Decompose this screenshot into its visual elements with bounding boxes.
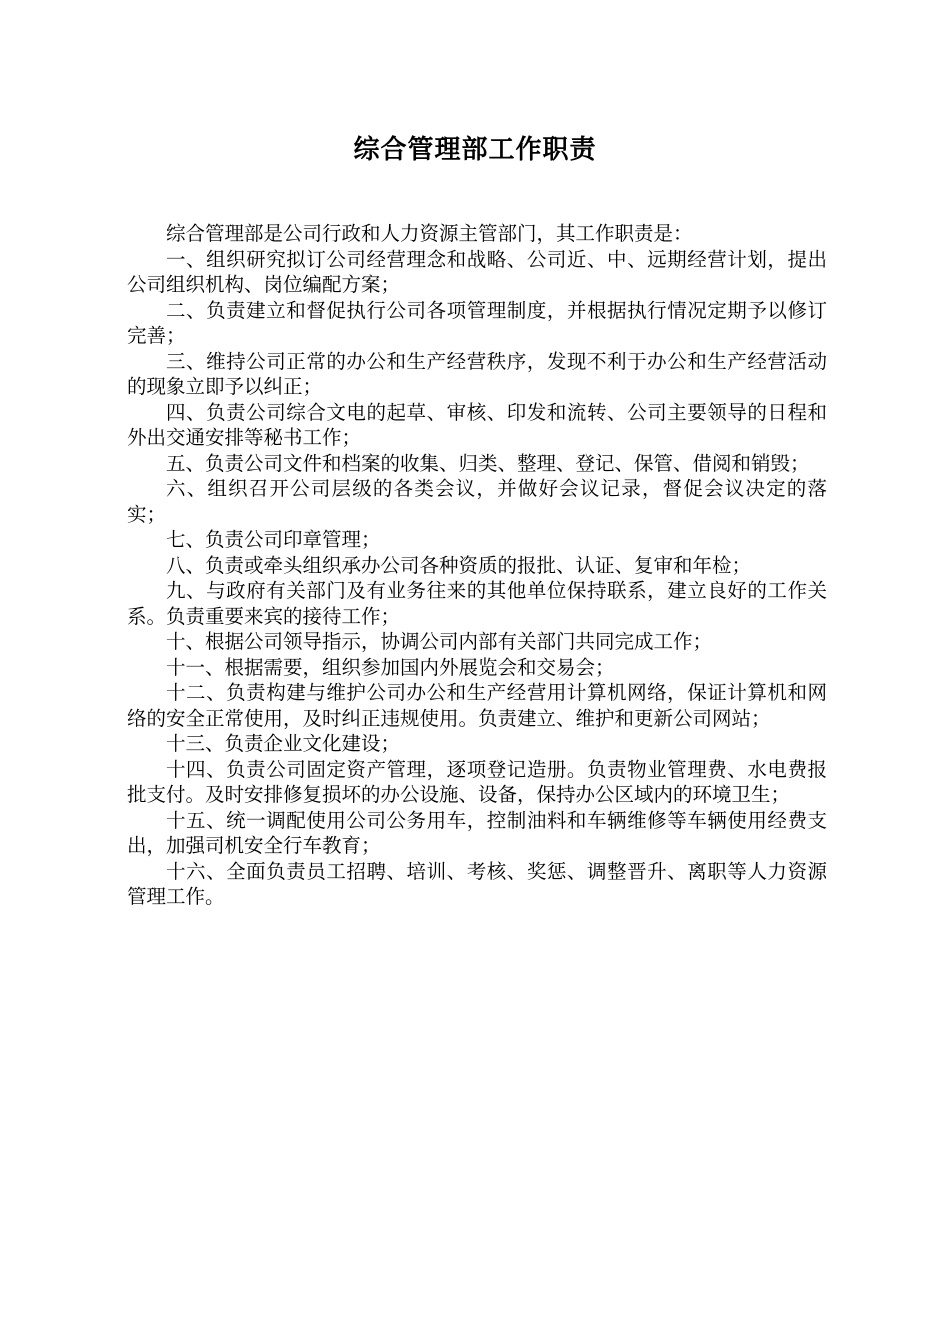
- duty-item: 七、负责公司印章管理；: [166, 528, 381, 551]
- duty-item: 二、负责建立和督促执行公司各项管理制度，并根据执行情况定期予以修订完善；: [127, 298, 827, 347]
- duty-item: 六、组织召开公司层级的各类会议，并做好会议记录，督促会议决定的落实；: [127, 477, 827, 526]
- document-body: [127, 221, 827, 910]
- duty-item: 十四、负责公司固定资产管理，逐项登记造册。负责物业管理费、水电费报批支付。及时安排修复损坏的办公设施、设备，保持办公区域内的环境卫生；: [127, 757, 827, 806]
- duty-item: 十二、负责构建与维护公司办公和生产经营用计算机网络，保证计算机和网络的安全正常使用，及时纠正违规使用。负责建立、维护和更新公司网站；: [127, 681, 827, 730]
- duty-item: 十一、根据需要，组织参加国内外展览会和交易会；: [166, 655, 615, 679]
- duty-item: 九、与政府有关部门及有业务往来的其他单位保持联系，建立良好的工作关系。负责重要来宾的接待工作；: [127, 579, 827, 628]
- duty-item: 十五、统一调配使用公司公务用车，控制油料和车辆维修等车辆使用经费支出，加强司机安全行车教育；: [127, 808, 827, 857]
- duty-item: 三、维持公司正常的办公和生产经营秩序，发现不利于办公和生产经营活动的现象立即予以纠正；: [127, 349, 827, 398]
- duty-item: 五、负责公司文件和档案的收集、归类、整理、登记、保管、借阅和销毁；: [166, 451, 810, 475]
- duty-item: 一、组织研究拟订公司经营理念和战略、公司近、中、远期经营计划，提出公司组织机构、岗位编配方案；: [127, 247, 827, 296]
- duty-item: 四、负责公司综合文电的起草、审核、印发和流转、公司主要领导的日程和外出交通安排等秘书工作；: [127, 400, 827, 449]
- duty-item: 十、根据公司领导指示，协调公司内部有关部门共同完成工作；: [166, 630, 713, 653]
- duty-item: 十三、负责企业文化建设；: [166, 732, 401, 755]
- duty-item: 十六、全面负责员工招聘、培训、考核、奖惩、调整晋升、离职等人力资源管理工作。: [127, 859, 827, 908]
- duty-item: 八、负责或牵头组织承办公司各种资质的报批、认证、复审和年检；: [166, 553, 752, 577]
- document-title: 综合管理部工作职责: [353, 135, 597, 165]
- intro-paragraph: 综合管理部是公司行政和人力资源主管部门，其工作职责是：: [166, 222, 693, 245]
